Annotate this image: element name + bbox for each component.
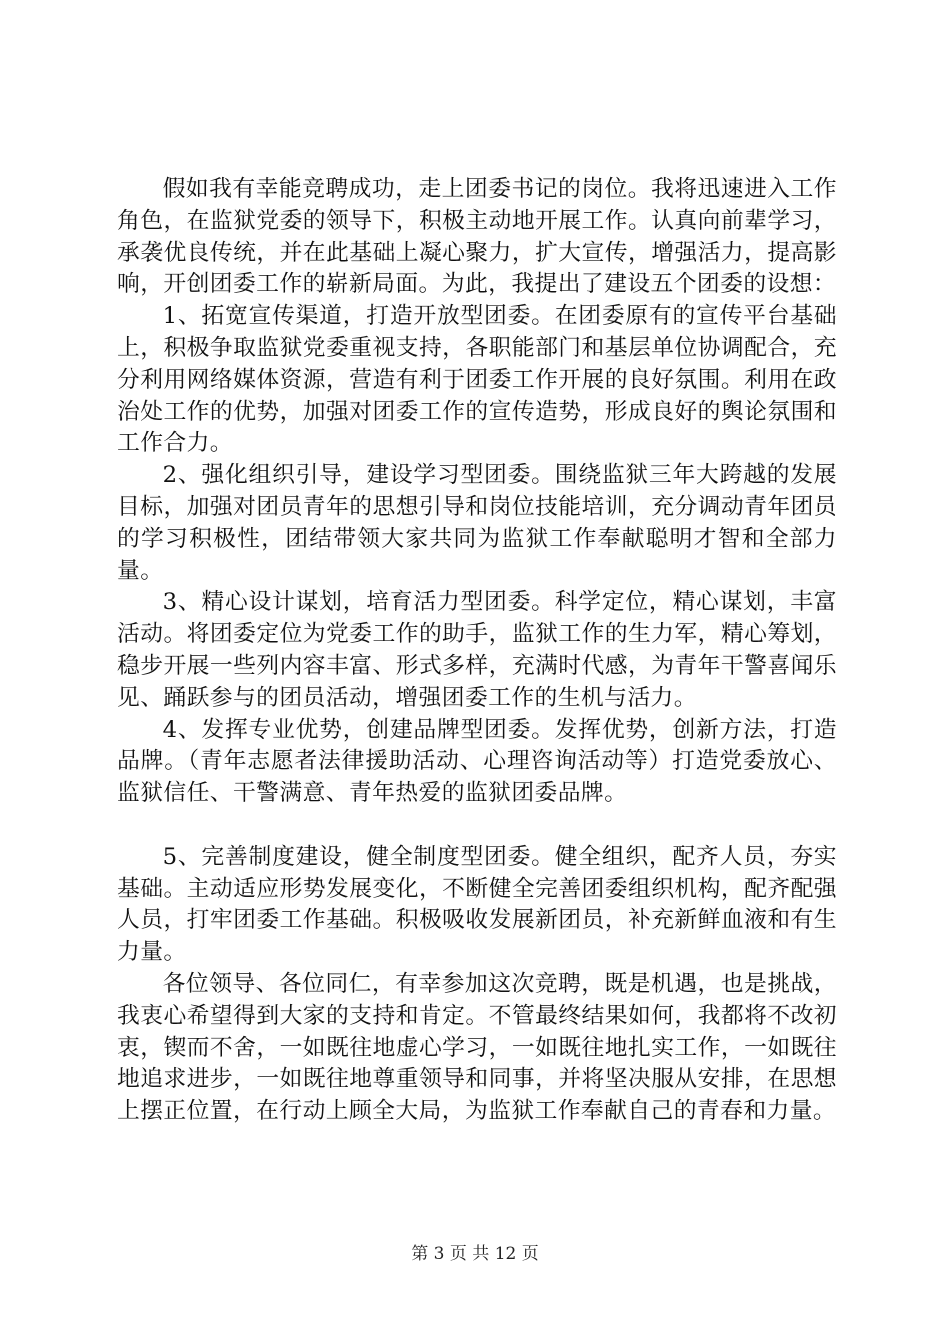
paragraph-point-1: 1、拓宽宣传渠道，打造开放型团委。在团委原有的宣传平台基础上，积极争取监狱党委重视支持，各职能部门和基层单位协调配合，充分利用网络媒体资源，营造有利于团委工作开展的良好氛围。利用在政治处工作的优势，加强对团委工作的宣传造势，形成良好的舆论氛围和工作合力。 <box>117 303 837 457</box>
paragraph-intro: 假如我有幸能竞聘成功，走上团委书记的岗位。我将迅速进入工作角色，在监狱党委的领导下，积极主动地开展工作。认真向前辈学习，承袭优良传统，并在此基础上凝心聚力，扩大宣传，增强活力，提高影响，开创团委工作的崭新局面。为此，我提出了建设五个团委的设想： <box>117 176 837 298</box>
paragraph-point-4: 4、发挥专业优势，创建品牌型团委。发挥优势，创新方法，打造品牌。（青年志愿者法律援助活动、心理咨询活动等）打造党委放心、监狱信任、干警满意、青年热爱的监狱团委品牌。 <box>117 716 837 807</box>
paragraph-closing: 各位领导、各位同仁，有幸参加这次竞聘，既是机遇，也是挑战，我衷心希望得到大家的支持和肯定。不管最终结果如何，我都将不改初衷，锲而不舍，一如既往地虚心学习，一如既往地扎实工作，一如既往地追求进步，一如既往地尊重领导和同事，并将坚决服从安排，在思想上摆正位置，在行动上顾全大局，为监狱工作奉献自己的青春和力量。 <box>117 970 837 1125</box>
document-body <box>117 174 837 1128</box>
paragraph-point-2: 2、强化组织引导，建设学习型团委。围绕监狱三年大跨越的发展目标，加强对团员青年的思想引导和岗位技能培训，充分调动青年团员的学习积极性，团结带领大家共同为监狱工作奉献聪明才智和全部力量。 <box>117 462 837 584</box>
paragraph-point-5: 5、完善制度建设，健全制度型团委。健全组织，配齐人员，夯实基础。主动适应形势发展变化，不断健全完善团委组织机构，配齐配强人员，打牢团委工作基础。积极吸收发展新团员，补充新鲜血液和有生力量。 <box>117 843 837 966</box>
paragraph-point-3: 3、精心设计谋划，培育活力型团委。科学定位，精心谋划，丰富活动。将团委定位为党委工作的助手，监狱工作的生力军，精心筹划，稳步开展一些列内容丰富、形式多样，充满时代感，为青年干警喜闻乐见、踊跃参与的团员活动，增强团委工作的生机与活力。 <box>117 589 837 711</box>
page-number-footer: 第 3 页 共 12 页 <box>411 1244 539 1264</box>
